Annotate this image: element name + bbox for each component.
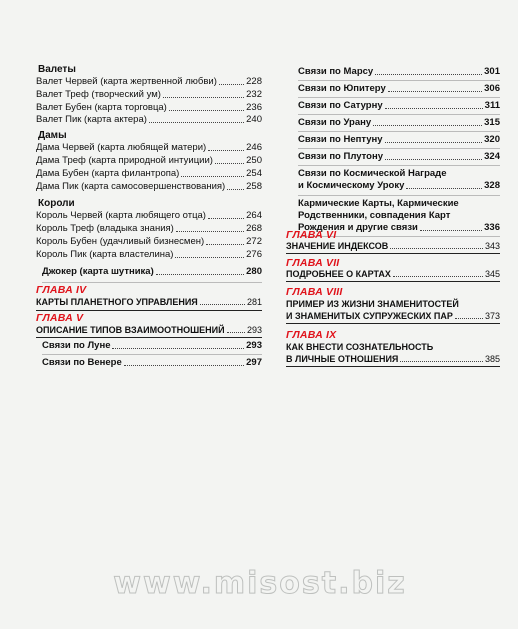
toc-entry[interactable] (298, 66, 500, 78)
leader-dots (200, 304, 245, 305)
watermark-text: www.misost.biz (113, 566, 407, 601)
toc-entry[interactable] (36, 181, 262, 193)
entry-page: 315 (484, 117, 500, 128)
leader-dots (388, 91, 482, 92)
chapter-rule (286, 253, 500, 254)
divider (298, 97, 500, 98)
chapter-title: В ЛИЧНЫЕ ОТНОШЕНИЯ (286, 354, 399, 364)
entry-page: 373 (484, 311, 500, 321)
toc-entry[interactable] (36, 142, 262, 154)
leader-dots (227, 189, 244, 190)
leader-dots (208, 150, 244, 151)
entry-page: 236 (246, 102, 262, 113)
divider (298, 195, 500, 196)
chapter-title: ПОДРОБНЕЕ О КАРТАХ (286, 269, 391, 279)
leader-dots (375, 74, 482, 75)
entry-text: Связи по Космической Награде (298, 168, 447, 179)
leader-dots (176, 231, 244, 232)
toc-entry[interactable] (298, 100, 500, 112)
entry-page: 311 (484, 100, 500, 111)
entry-page: 385 (484, 354, 500, 364)
leader-dots (208, 218, 244, 219)
entry-page: 276 (246, 249, 262, 260)
entry-page: 281 (246, 297, 262, 307)
chapter-rule (36, 310, 262, 311)
entry-page: 272 (246, 236, 262, 247)
chapter-rule (286, 323, 500, 324)
divider (42, 282, 262, 283)
toc-entry[interactable] (36, 210, 262, 222)
entry-page: 343 (484, 241, 500, 251)
entry-text: Кармические Карты, Кармические (298, 198, 459, 209)
chapter-title: КАРТЫ ПЛАНЕТНОГО УПРАВЛЕНИЯ (36, 297, 198, 307)
entry-text: Король Червей (карта любящего отца) (36, 210, 206, 221)
entry-page: 301 (484, 66, 500, 77)
chapter-title: И ЗНАМЕНИТЫХ СУПРУЖЕСКИХ ПАР (286, 311, 453, 321)
entry-page: 336 (484, 222, 500, 233)
entry-text: Валет Бубен (карта торговца) (36, 102, 167, 113)
leader-dots (373, 125, 482, 126)
toc-entry[interactable] (36, 155, 262, 167)
chapter-entry-5[interactable] (36, 324, 262, 336)
toc-entry[interactable] (36, 223, 262, 235)
entry-page: 320 (484, 134, 500, 145)
entry-text: Дама Бубен (карта филантропа) (36, 168, 180, 179)
leader-dots (390, 248, 483, 249)
entry-text: Король Треф (владыка знания) (36, 223, 174, 234)
chapter-label-8: ГЛАВА VIII (286, 286, 343, 298)
divider (298, 131, 500, 132)
chapter-label-4: ГЛАВА IV (36, 284, 87, 296)
leader-dots (455, 318, 483, 319)
leader-dots (406, 188, 482, 189)
chapter-title: ЗНАЧЕНИЕ ИНДЕКСОВ (286, 241, 389, 251)
leader-dots (227, 332, 245, 333)
chapter-label-5: ГЛАВА V (36, 312, 84, 324)
chapter-title: ПРИМЕР ИЗ ЖИЗНИ ЗНАМЕНИТОСТЕЙ (286, 299, 459, 309)
divider (298, 114, 500, 115)
leader-dots (420, 230, 482, 231)
leader-dots (112, 348, 244, 349)
entry-text: Король Пик (карта властелина) (36, 249, 174, 260)
section-title-valets: Валеты (38, 64, 76, 75)
divider (298, 148, 500, 149)
leader-dots (206, 244, 244, 245)
entry-text: Связи по Урану (298, 117, 372, 128)
entry-text: Рождения и другие связи (298, 222, 418, 233)
chapter-label-7: ГЛАВА VII (286, 257, 340, 269)
entry-text: Валет Треф (творческий ум) (36, 89, 161, 100)
leader-dots (400, 361, 483, 362)
leader-dots (175, 257, 244, 258)
entry-page: 297 (246, 357, 262, 368)
toc-entry[interactable] (36, 168, 262, 180)
entry-page: 324 (484, 151, 500, 162)
toc-entry[interactable] (36, 76, 262, 88)
chapter-rule (286, 281, 500, 282)
entry-page: 293 (246, 340, 262, 351)
leader-dots (149, 122, 244, 123)
section-title-koroli: Короли (38, 198, 75, 209)
toc-entry[interactable] (36, 89, 262, 101)
entry-page: 254 (246, 168, 262, 179)
chapter-title: КАК ВНЕСТИ СОЗНАТЕЛЬНОСТЬ (286, 342, 434, 352)
toc-entry-cosmic[interactable] (298, 168, 500, 192)
entry-page: 280 (246, 266, 262, 277)
leader-dots (385, 142, 483, 143)
entry-text: Связи по Юпитеру (298, 83, 386, 94)
chapter-entry-7[interactable] (286, 268, 500, 280)
entry-text: и Космическому Уроку (298, 180, 405, 191)
entry-page: 250 (246, 155, 262, 166)
divider (298, 165, 500, 166)
toc-entry[interactable] (298, 117, 500, 129)
toc-entry[interactable] (42, 340, 262, 352)
entry-text: Связи по Луне (42, 340, 111, 351)
entry-page: 306 (484, 83, 500, 94)
leader-dots (156, 274, 244, 275)
chapter-entry-4[interactable] (36, 296, 262, 308)
toc-entry[interactable] (298, 83, 500, 95)
divider (298, 80, 500, 81)
chapter-entry-9[interactable] (286, 341, 500, 365)
entry-page: 246 (246, 142, 262, 153)
entry-page: 293 (246, 325, 262, 335)
toc-entry[interactable] (298, 134, 500, 146)
entry-text: Связи по Нептуну (298, 134, 383, 145)
toc-entry[interactable] (36, 249, 262, 261)
entry-text: Джокер (карта шутника) (42, 266, 154, 277)
entry-text: Король Бубен (удачливый бизнесмен) (36, 236, 205, 247)
divider (42, 354, 262, 355)
chapter-rule (36, 337, 262, 338)
toc-entry[interactable] (298, 151, 500, 163)
entry-text: Связи по Венере (42, 357, 122, 368)
entry-page: 232 (246, 89, 262, 100)
leader-dots (393, 276, 483, 277)
chapter-rule (286, 366, 500, 367)
entry-text: Дама Червей (карта любящей матери) (36, 142, 207, 153)
chapter-label-6: ГЛАВА VI (286, 229, 337, 241)
entry-page: 228 (246, 76, 262, 87)
entry-text: Связи по Марсу (298, 66, 374, 77)
entry-text: Валет Червей (карта жертвенной любви) (36, 76, 217, 87)
leader-dots (169, 110, 244, 111)
toc-entry-joker[interactable] (42, 266, 262, 278)
leader-dots (219, 84, 244, 85)
section-title-damy: Дамы (38, 130, 67, 141)
leader-dots (181, 176, 244, 177)
entry-text: Валет Пик (карта актера) (36, 114, 147, 125)
toc-entry[interactable] (36, 102, 262, 114)
leader-dots (385, 159, 482, 160)
chapter-entry-6[interactable] (286, 240, 500, 252)
entry-page: 345 (484, 269, 500, 279)
leader-dots (124, 365, 244, 366)
leader-dots (385, 108, 483, 109)
entry-text: Связи по Плутону (298, 151, 383, 162)
entry-page: 268 (246, 223, 262, 234)
leader-dots (163, 97, 244, 98)
chapter-title: ОПИСАНИЕ ТИПОВ ВЗАИМООТНОШЕНИЙ (36, 325, 225, 335)
toc-entry[interactable] (36, 114, 262, 126)
chapter-entry-8[interactable] (286, 298, 500, 322)
entry-page: 264 (246, 210, 262, 221)
entry-text: Дама Пик (карта самосовершенствования) (36, 181, 226, 192)
chapter-label-9: ГЛАВА IX (286, 329, 337, 341)
entry-text: Связи по Сатурну (298, 100, 383, 111)
entry-page: 240 (246, 114, 262, 125)
entry-page: 328 (484, 180, 500, 191)
entry-text: Родственники, совпадения Карт (298, 210, 451, 221)
toc-entry[interactable] (42, 357, 262, 369)
entry-page: 258 (246, 181, 262, 192)
toc-entry[interactable] (36, 236, 262, 248)
leader-dots (215, 163, 244, 164)
entry-text: Дама Треф (карта природной интуиции) (36, 155, 213, 166)
